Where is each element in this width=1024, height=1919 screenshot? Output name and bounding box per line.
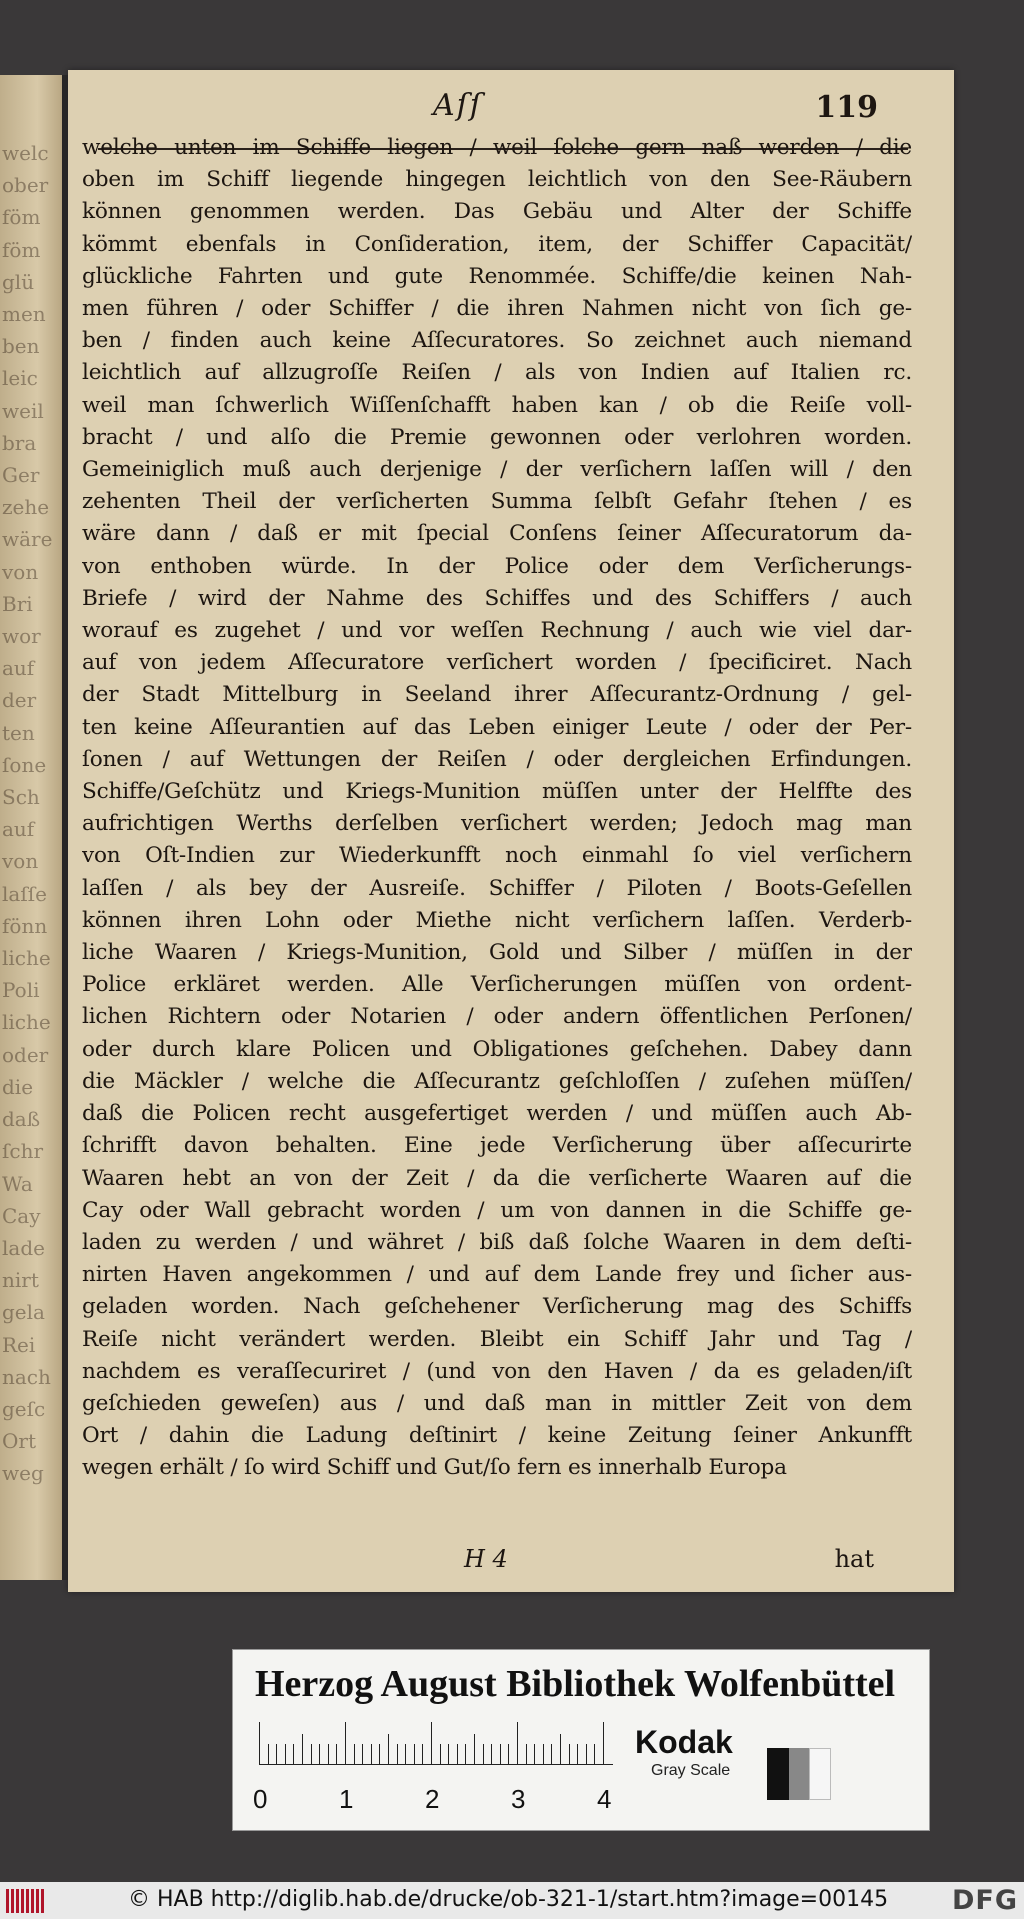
book-page [68,70,954,1592]
hab-logo-icon [6,1889,46,1913]
ruler-tick [336,1744,337,1764]
text-line: oben im Schiff liegende hingegen leichtlich von den See-Räubern [82,167,912,193]
text-line: zehenten Theil der verſicherten Summa ſelbſt Gefahr ſtehen / es [82,489,912,515]
ruler-ticks [259,1722,613,1765]
ruler-tick [586,1744,587,1764]
text-line: wäre dann / daß er mit ſpecial Conſens ſeiner Aſſecuratorum da- [82,521,912,547]
text-line: daß die Policen recht ausgefertiget werden / und müſſen auch Ab- [82,1101,912,1127]
ruler-tick [551,1744,552,1764]
text-line: geſchieden geweſen) aus / und daß man in mittler Zeit von dem [82,1390,912,1416]
ruler-tick [422,1744,423,1764]
gray-scale-label: Gray Scale [651,1762,731,1779]
library-color-card [232,1649,930,1831]
text-line: aufrichtigen Werths derſelben verſichert werden; Jedoch mag man [82,811,912,837]
text-line: ſchrifft davon behalten. Eine jede Verſicherung über aſſecurirte [82,1133,912,1159]
ruler-tick [293,1744,294,1764]
ruler-tick [362,1744,363,1764]
text-line: auf von jedem Aſſecuratore verſichert worden / ſpecificiret. Nach [82,650,912,676]
ruler-tick [500,1744,501,1764]
text-line: die Mäckler / welche die Aſſecurantz geſchloſſen / zuſehen müſſen/ [82,1068,912,1094]
scale-number: 1 [339,1784,354,1814]
text-line: von enthoben würde. In der Police oder dem Verſicherungs- [82,553,912,579]
text-line: laſſen / als bey der Ausreiſe. Schiffer / Piloten / Boots-Geſellen [82,875,912,901]
ruler-tick [354,1744,355,1764]
ruler-tick [517,1722,518,1764]
text-line: Schiffe/Geſchütz und Kriegs-Munition müſſen unter der Helffte des [82,779,912,805]
ruler-tick [543,1744,544,1764]
credit-bar [0,1882,1024,1919]
ruler-tick [508,1744,509,1764]
ruler-tick [577,1744,578,1764]
ruler-tick [328,1744,329,1764]
body-text [82,132,912,1485]
text-line: glückliche Fahrten und gute Renommée. Schiffe/die keinen Nah- [82,263,912,289]
swatch-white [809,1748,831,1800]
ruler-tick [268,1744,269,1764]
text-line: oder durch klare Policen und Obligationes geſchehen. Dabey dann [82,1036,912,1062]
ruler-tick [457,1744,458,1764]
ruler-tick [448,1744,449,1764]
text-line: Ort / dahin die Ladung deſtinirt / keine Zeitung ſeiner Ankunfft [82,1423,912,1449]
text-line: leichtlich auf allzugroſſe Reiſen / als von Indien auf Italien rc. [82,360,912,386]
ruler-scale [253,1722,613,1814]
text-line: nirten Haven angekommen / und auf dem Lande frey und ſicher aus- [82,1262,912,1288]
text-line: wegen erhält / ſo wird Schiff und Gut/ſo fern es innerhalb Europa [82,1455,787,1481]
ruler-tick [276,1744,277,1764]
gray-swatches [767,1748,831,1800]
ruler-tick [397,1744,398,1764]
ruler-tick [405,1744,406,1764]
text-line: ben / finden auch keine Aſſecuratores. So zeichnet auch niemand [82,328,912,354]
dfg-logo: DFG [951,1885,1018,1916]
ruler-tick [474,1734,475,1764]
ruler-tick [311,1744,312,1764]
text-line: lichen Richtern oder Notarien / oder andern öffentlichen Perſonen/ [82,1004,912,1030]
page-header [68,88,954,128]
previous-page-sliver [0,75,62,1580]
catchword: hat [834,1545,874,1573]
previous-page-bleed-text: welc ober föm föm glü men ben leic weil bra Ger zehe wäre von Bri wor auf der ten ſone Sch auf von laſſe fönn liche Poli liche oder die daß ſchr Wa Cay lade nirt gela Rei nach geſc Ort weg [2,141,53,1486]
ruler-tick [491,1744,492,1764]
text-line: der Stadt Mittelburg in Seeland ihrer Aſſecurantz-Ordnung / gel- [82,682,912,708]
ruler-tick [534,1744,535,1764]
ruler-tick [594,1744,595,1764]
ruler-tick [302,1734,303,1764]
text-line: Reiſe nicht verändert werden. Bleibt ein Schiff Jahr und Tag / [82,1326,912,1352]
scale-number: 3 [511,1784,526,1814]
text-line: ſonen / auf Wettungen der Reiſen / oder dergleichen Erfindungen. [82,746,912,772]
scale-number: 0 [253,1784,268,1814]
ruler-tick [259,1722,260,1764]
ruler-tick [414,1744,415,1764]
swatch-black [767,1748,789,1800]
ruler-tick [526,1744,527,1764]
swatch-gray [789,1748,809,1800]
ruler-tick [483,1744,484,1764]
ruler-tick [388,1734,389,1764]
ruler-tick [371,1744,372,1764]
ruler-tick [569,1744,570,1764]
text-line: Cay oder Wall gebracht worden / um von dannen in die Schiffe ge- [82,1197,912,1223]
ruler-tick [379,1744,380,1764]
text-line: geladen worden. Nach geſchehener Verſicherung mag des Schiffs [82,1294,912,1320]
running-head: Aſſ [433,88,483,123]
ruler-tick [440,1744,441,1764]
text-line: ten keine Aſſeurantien auf das Leben einiger Leute / oder der Per- [82,714,912,740]
text-line: können ihren Lohn oder Miethe nicht verſichern laſſen. Verderb- [82,907,912,933]
text-line: weil man ſchwerlich Wiſſenſchafft haben kan / ob die Reiſe voll- [82,392,912,418]
ruler-tick [319,1744,320,1764]
ruler-tick [345,1722,346,1764]
library-name: Herzog August Bibliothek Wolfenbüttel [255,1663,896,1705]
text-line: Waaren hebt an von der Zeit / da die verſicherte Waaren auf die [82,1165,912,1191]
text-line: liche Waaren / Kriegs-Munition, Gold und Silber / müſſen in der [82,940,912,966]
scale-number: 4 [597,1784,612,1814]
kodak-brand: Kodak [635,1724,733,1760]
text-line: von Oſt-Indien zur Wiederkunfft noch einmahl ſo viel verſichern [82,843,912,869]
ruler-tick [465,1744,466,1764]
text-line: men führen / oder Schiffer / die ihren Nahmen nicht von ſich ge- [82,296,912,322]
ruler-tick [285,1744,286,1764]
credit-link[interactable]: © HAB http://diglib.hab.de/drucke/ob-321-1/start.htm?image=00145 [128,1887,889,1912]
ruler-tick [560,1734,561,1764]
text-line: Gemeiniglich muß auch derjenige / der verſichern laſſen will / den [82,457,912,483]
page-number: 119 [815,90,878,125]
text-line: Police erkläret werden. Alle Verſicherungen müſſen von ordent- [82,972,912,998]
signature-mark: H 4 [464,1545,508,1573]
text-line: Briefe / wird der Nahme des Schiffes und des Schiffers / auch [82,585,912,611]
scale-number: 2 [425,1784,440,1814]
text-line: laden zu werden / und währet / biß daß ſolche Waaren in dem deſti- [82,1229,912,1255]
text-line: kömmt ebenfals in Conſideration, item, der Schiffer Capacität/ [82,231,912,257]
ruler-tick [431,1722,432,1764]
page-footer [68,1545,954,1585]
text-line: nachdem es veraſſecuriret / (und von den Haven / da es geladen/iſt [82,1358,912,1384]
text-line: worauf es zugehet / und vor weſſen Rechnung / auch wie viel dar- [82,618,912,644]
text-line: welche unten im Schiffe liegen / weil ſolche gern naß werden / die [82,135,912,160]
text-line: können genommen werden. Das Gebäu und Alter der Schiffe [82,199,912,225]
ruler-tick [603,1722,604,1764]
text-line: bracht / und alſo die Premie gewonnen oder verlohren worden. [82,424,912,450]
